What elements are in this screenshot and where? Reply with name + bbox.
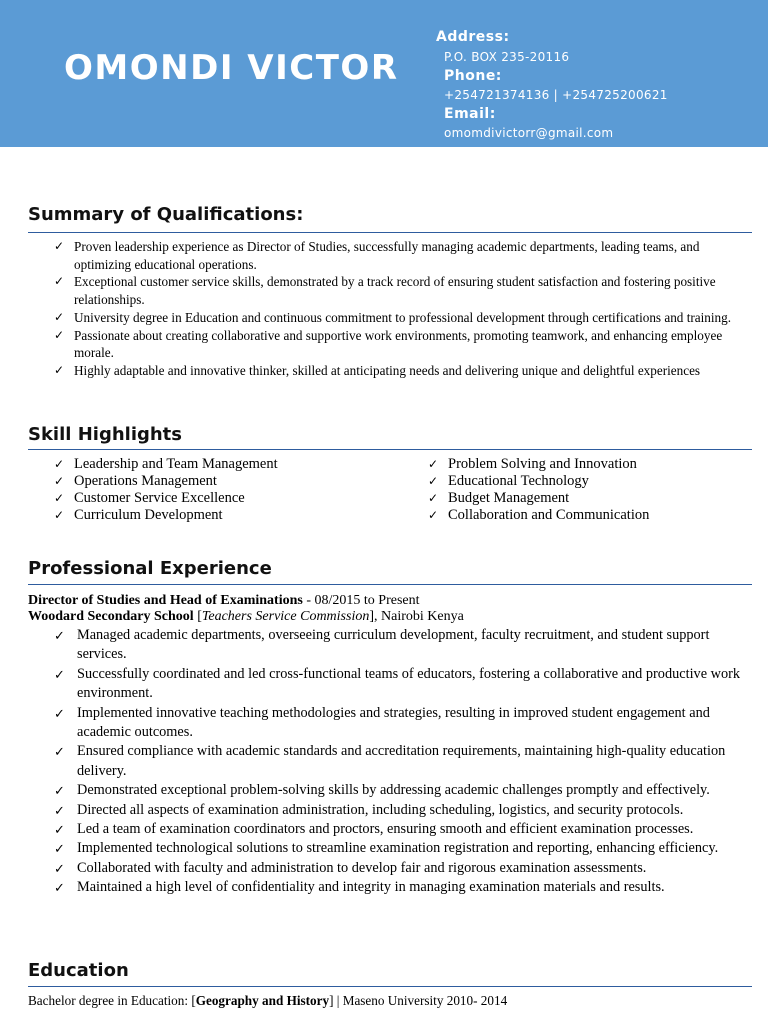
check-icon: ✓ xyxy=(54,457,65,471)
check-icon: ✓ xyxy=(54,842,65,858)
check-icon: ✓ xyxy=(54,745,65,761)
check-icon: ✓ xyxy=(54,861,65,877)
summary-divider xyxy=(28,232,752,233)
list-item: ✓ Implemented innovative teaching methodologies and strategies, resulting in improved student engagement and academic outcomes. xyxy=(54,704,710,741)
list-item: ✓ Budget Management xyxy=(428,489,570,506)
list-item: ✓ Leadership and Team Management xyxy=(54,456,278,472)
experience-divider xyxy=(28,584,752,585)
list-item: ✓ Led a team of examination coordinators and proctors, ensuring smooth and efficient examination processes. xyxy=(54,820,754,839)
skills-list-right xyxy=(428,456,649,524)
check-icon: ✓ xyxy=(54,309,65,324)
education-entry: Bachelor degree in Education: [Geography and History] | Maseno University 2010- 2014 xyxy=(28,993,508,1008)
list-item: ✓ Educational Technology xyxy=(428,472,589,489)
experience-heading: Professional Experience xyxy=(28,558,272,579)
skills-divider xyxy=(28,449,752,450)
education-heading: Education xyxy=(28,960,129,981)
list-item: ✓ Passionate about creating collaborative and supportive work environments, promoting teamwork, and enhancing employee morale. xyxy=(54,327,723,361)
check-icon: ✓ xyxy=(428,490,439,505)
contact-block xyxy=(0,0,768,147)
check-icon: ✓ xyxy=(54,784,65,800)
list-item: ✓ Maintained a high level of confidentiality and integrity in managing examination materials and results. xyxy=(54,878,754,897)
header-banner xyxy=(0,0,768,147)
check-icon: ✓ xyxy=(54,473,65,488)
employer-line: Woodard Secondary School [Teachers Service Commission], Nairobi Kenya xyxy=(28,609,464,624)
list-item: ✓ Proven leadership experience as Director of Studies, successfully managing academic departments, leading teams, and optimizing educational operations. xyxy=(54,239,700,272)
check-icon: ✓ xyxy=(54,667,65,683)
candidate-name: OMONDI VICTOR xyxy=(64,48,399,88)
list-item: ✓ Problem Solving and Innovation xyxy=(428,456,637,472)
check-icon: ✓ xyxy=(54,629,65,644)
check-icon: ✓ xyxy=(54,881,65,897)
phone-label: Phone: xyxy=(444,68,502,84)
job-title-line xyxy=(28,593,752,609)
subjects: Geography and History xyxy=(195,993,330,1008)
employer-location: , Nairobi Kenya xyxy=(374,609,464,624)
check-icon: ✓ xyxy=(54,327,65,342)
list-item: ✓ Exceptional customer service skills, demonstrated by a track record of ensuring student satisfaction and fostering positive relationships. xyxy=(54,274,716,308)
job-header xyxy=(28,593,752,625)
degree: Bachelor degree in Education: xyxy=(28,993,192,1008)
summary-list xyxy=(54,238,754,380)
skills-list-left xyxy=(54,456,278,524)
list-item: ✓ Successfully coordinated and led cross-functional teams of educators, fostering a collaborative and productive work environment. xyxy=(54,665,740,702)
check-icon: ✓ xyxy=(54,823,65,839)
list-item: ✓ Operations Management xyxy=(54,472,217,489)
check-icon: ✓ xyxy=(54,490,65,505)
check-icon: ✓ xyxy=(428,473,439,488)
list-item: ✓ Managed academic departments, overseeing curriculum development, faculty recruitment, and student support services. xyxy=(54,627,710,663)
list-item: ✓ Customer Service Excellence xyxy=(54,489,245,506)
employer-name: Woodard Secondary School xyxy=(28,609,194,624)
job-title: Director of Studies and Head of Examinations xyxy=(28,593,303,608)
list-item: ✓ Collaboration and Communication xyxy=(428,506,650,523)
list-item: ✓ Collaborated with faculty and administration to develop fair and rigorous examination assessments. xyxy=(54,859,754,878)
skills-heading: Skill Highlights xyxy=(28,424,183,445)
employer-org: Teachers Service Commission xyxy=(201,609,370,624)
address-value: P.O. BOX 235-20116 xyxy=(444,50,570,64)
check-icon: ✓ xyxy=(54,507,65,522)
institution: | Maseno University 2010- 2014 xyxy=(333,993,508,1008)
email-label: Email: xyxy=(444,106,496,122)
check-icon: ✓ xyxy=(54,362,65,377)
check-icon: ✓ xyxy=(428,507,439,522)
list-item: ✓ Demonstrated exceptional problem-solving skills by addressing academic challenges promptly and effectively. xyxy=(54,781,754,800)
phone-value: +254721374136 | +254725200621 xyxy=(444,88,668,102)
check-icon: ✓ xyxy=(428,457,439,471)
list-item: ✓ Highly adaptable and innovative thinker, skilled at anticipating needs and delivering unique and delightful experiences xyxy=(54,362,701,378)
list-item: ✓ Ensured compliance with academic standards and accreditation requirements, maintaining high-quality education delivery. xyxy=(54,743,726,779)
address-label: Address: xyxy=(436,29,510,45)
check-icon: ✓ xyxy=(54,803,65,819)
check-icon: ✓ xyxy=(54,706,65,722)
job-dates: - 08/2015 to Present xyxy=(302,593,420,608)
education-divider xyxy=(28,986,752,987)
list-item: ✓ Curriculum Development xyxy=(54,506,223,523)
check-icon: ✓ xyxy=(54,239,65,253)
email-value[interactable]: omomdivictorr@gmail.com xyxy=(444,126,614,140)
list-item: ✓ Implemented technological solutions to streamline examination registration and reporting, enhancing efficiency. xyxy=(54,839,754,858)
experience-list xyxy=(54,626,754,898)
check-icon: ✓ xyxy=(54,274,65,289)
summary-heading: Summary of Qualifications: xyxy=(28,204,304,225)
list-item: ✓ Directed all aspects of examination administration, including scheduling, logistics, and security protocols. xyxy=(54,801,754,820)
list-item: ✓ University degree in Education and continuous commitment to professional development through certifications and training. xyxy=(54,309,732,325)
